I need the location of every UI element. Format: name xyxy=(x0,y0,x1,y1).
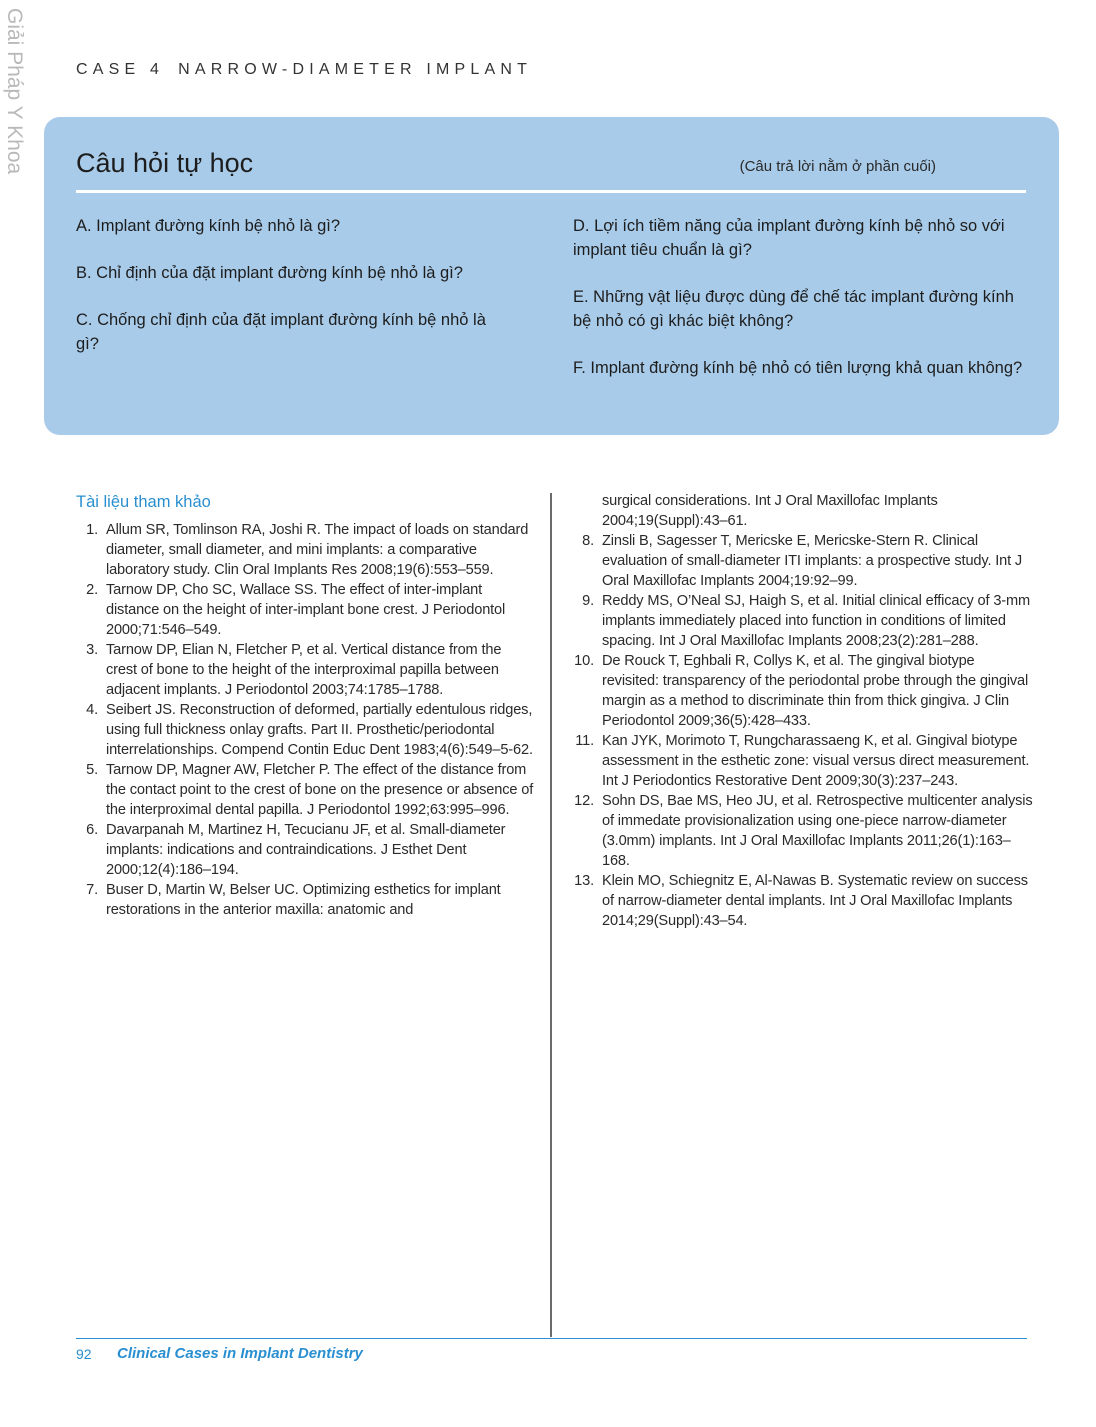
reference-number: 8. xyxy=(582,533,594,549)
references-heading: Tài liệu tham khảo xyxy=(76,493,211,511)
reference-item xyxy=(76,640,536,700)
reference-item xyxy=(572,791,1034,871)
question-box-note: (Câu trả lời nằm ở phần cuối) xyxy=(739,158,936,175)
reference-text: Tarnow DP, Elian N, Fletcher P, et al. Vertical distance from the crest of bone to the height of the interproximal papilla between adjacent implants. J Periodontol 2003;74:1785–1788. xyxy=(106,642,502,698)
question-a: A. Implant đường kính bệ nhỏ là gì? xyxy=(76,217,341,235)
reference-item xyxy=(572,531,1034,591)
reference-number: 6. xyxy=(86,822,98,838)
reference-number: 12. xyxy=(574,793,594,809)
reference-item xyxy=(76,520,536,580)
reference-number: 11. xyxy=(575,733,594,749)
reference-item xyxy=(572,651,1034,731)
reference-text: Klein MO, Schiegnitz E, Al-Nawas B. Systematic review on success of narrow-diameter dental implants. Int J Oral Maxillofac Implants 2014;29(Suppl):43–54. xyxy=(602,873,1028,929)
column-divider xyxy=(550,493,552,1337)
reference-continuation xyxy=(572,491,1034,531)
reference-text: Zinsli B, Sagesser T, Mericske E, Mericske-Stern R. Clinical evaluation of small-diameter ITI implants: a prospective study. Int J Oral Maxillofac Implants 2004;19:92–99. xyxy=(602,533,1023,589)
reference-text: Sohn DS, Bae MS, Heo JU, et al. Retrospective multicenter analysis of immedate provisionalization using one-piece narrow-diameter (3.0mm) implants. Int J Oral Maxillofac Implants 2011;26(1):163–168. xyxy=(602,793,1033,869)
reference-text: Allum SR, Tomlinson RA, Joshi R. The impact of loads on standard diameter, small diameter, and mini implants: a comparative laboratory study. Clin Oral Implants Res 2008;19(6):553–559. xyxy=(106,522,529,578)
question-e: E. Những vật liệu được dùng để chế tác implant đường kính bệ nhỏ có gì khác biệt không? xyxy=(573,288,1014,330)
question-box-divider xyxy=(76,190,1026,193)
question-column-right xyxy=(573,214,1028,403)
running-head-case: CASE 4 xyxy=(76,61,165,78)
reference-item xyxy=(572,731,1034,791)
reference-text: Buser D, Martin W, Belser UC. Optimizing esthetics for implant restorations in the anterior maxilla: anatomic and xyxy=(106,882,501,918)
reference-text: Davarpanah M, Martinez H, Tecucianu JF, et al. Small-diameter implants: indications and contraindications. J Esthet Dent 2000;12(4):186–194. xyxy=(106,822,506,878)
page-number: 92 xyxy=(76,1346,92,1362)
reference-item xyxy=(76,760,536,820)
reference-number: 9. xyxy=(582,593,594,609)
reference-number: 10. xyxy=(574,653,594,669)
reference-text: De Rouck T, Eghbali R, Collys K, et al. The gingival biotype revisited: transparency of the periodontal probe through the gingival margin as a method to discriminate thin from thick gingiva. J Clin Periodontol 2009;36(5):428–433. xyxy=(602,653,1029,729)
references-column-left xyxy=(76,520,536,920)
reference-number: 3. xyxy=(86,642,98,658)
reference-item xyxy=(572,871,1034,931)
reference-number: 2. xyxy=(86,582,98,598)
reference-item xyxy=(572,591,1034,651)
reference-number: 4. xyxy=(86,702,98,718)
watermark-text: Giải Pháp Y Khoa xyxy=(3,8,26,175)
reference-number: 7. xyxy=(86,882,98,898)
references-column-right xyxy=(572,491,1034,931)
reference-item xyxy=(76,700,536,760)
reference-text: Reddy MS, O’Neal SJ, Haigh S, et al. Initial clinical efficacy of 3-mm implants immediately placed into function in conditions of limited spacing. Int J Oral Maxillofac Implants 2008;23(2):281–288. xyxy=(602,593,1031,649)
reference-item xyxy=(76,880,536,920)
self-study-question-box xyxy=(44,117,1059,435)
reference-text: Kan JYK, Morimoto T, Rungcharassaeng K, et al. Gingival biotype assessment in the esthetic zone: visual versus direct measurement. Int J Periodontics Restorative Dent 2009;30(3):237–243. xyxy=(602,733,1030,789)
footer-rule xyxy=(76,1338,1027,1339)
reference-text: Seibert JS. Reconstruction of deformed, partially edentulous ridges, using full thickness onlay grafts. Part II. Prosthetic/periodontal interrelationships. Compend Contin Educ Dent 1983;4(6):549–5-62. xyxy=(106,702,533,758)
reference-text: Tarnow DP, Magner AW, Fletcher P. The effect of the distance from the contact point to the crest of bone on the presence or absence of the interproximal dental papilla. J Periodontol 1992;63:995–996. xyxy=(106,762,534,818)
book-title: Clinical Cases in Implant Dentistry xyxy=(117,1345,363,1362)
running-head xyxy=(76,61,532,79)
question-b: B. Chỉ định của đặt implant đường kính bệ nhỏ là gì? xyxy=(76,264,463,282)
question-c: C. Chống chỉ định của đặt implant đường kính bệ nhỏ là gì? xyxy=(76,311,486,353)
question-column-left xyxy=(76,214,491,379)
reference-item xyxy=(76,580,536,640)
question-f: F. Implant đường kính bệ nhỏ có tiên lượng khả quan không? xyxy=(573,359,1023,377)
reference-text: surgical considerations. Int J Oral Maxillofac Implants 2004;19(Suppl):43–61. xyxy=(602,493,938,529)
question-d: D. Lợi ích tiềm năng của implant đường kính bệ nhỏ so với implant tiêu chuẩn là gì? xyxy=(573,217,1005,259)
question-box-title: Câu hỏi tự học xyxy=(76,148,254,178)
reference-number: 5. xyxy=(86,762,98,778)
reference-text: Tarnow DP, Cho SC, Wallace SS. The effect of inter-implant distance on the height of inter-implant bone crest. J Periodontol 2000;71:546–549. xyxy=(106,582,506,638)
reference-item xyxy=(76,820,536,880)
reference-number: 1. xyxy=(86,522,98,538)
running-head-title: NARROW-DIAMETER IMPLANT xyxy=(178,61,533,78)
reference-number: 13. xyxy=(574,873,594,889)
